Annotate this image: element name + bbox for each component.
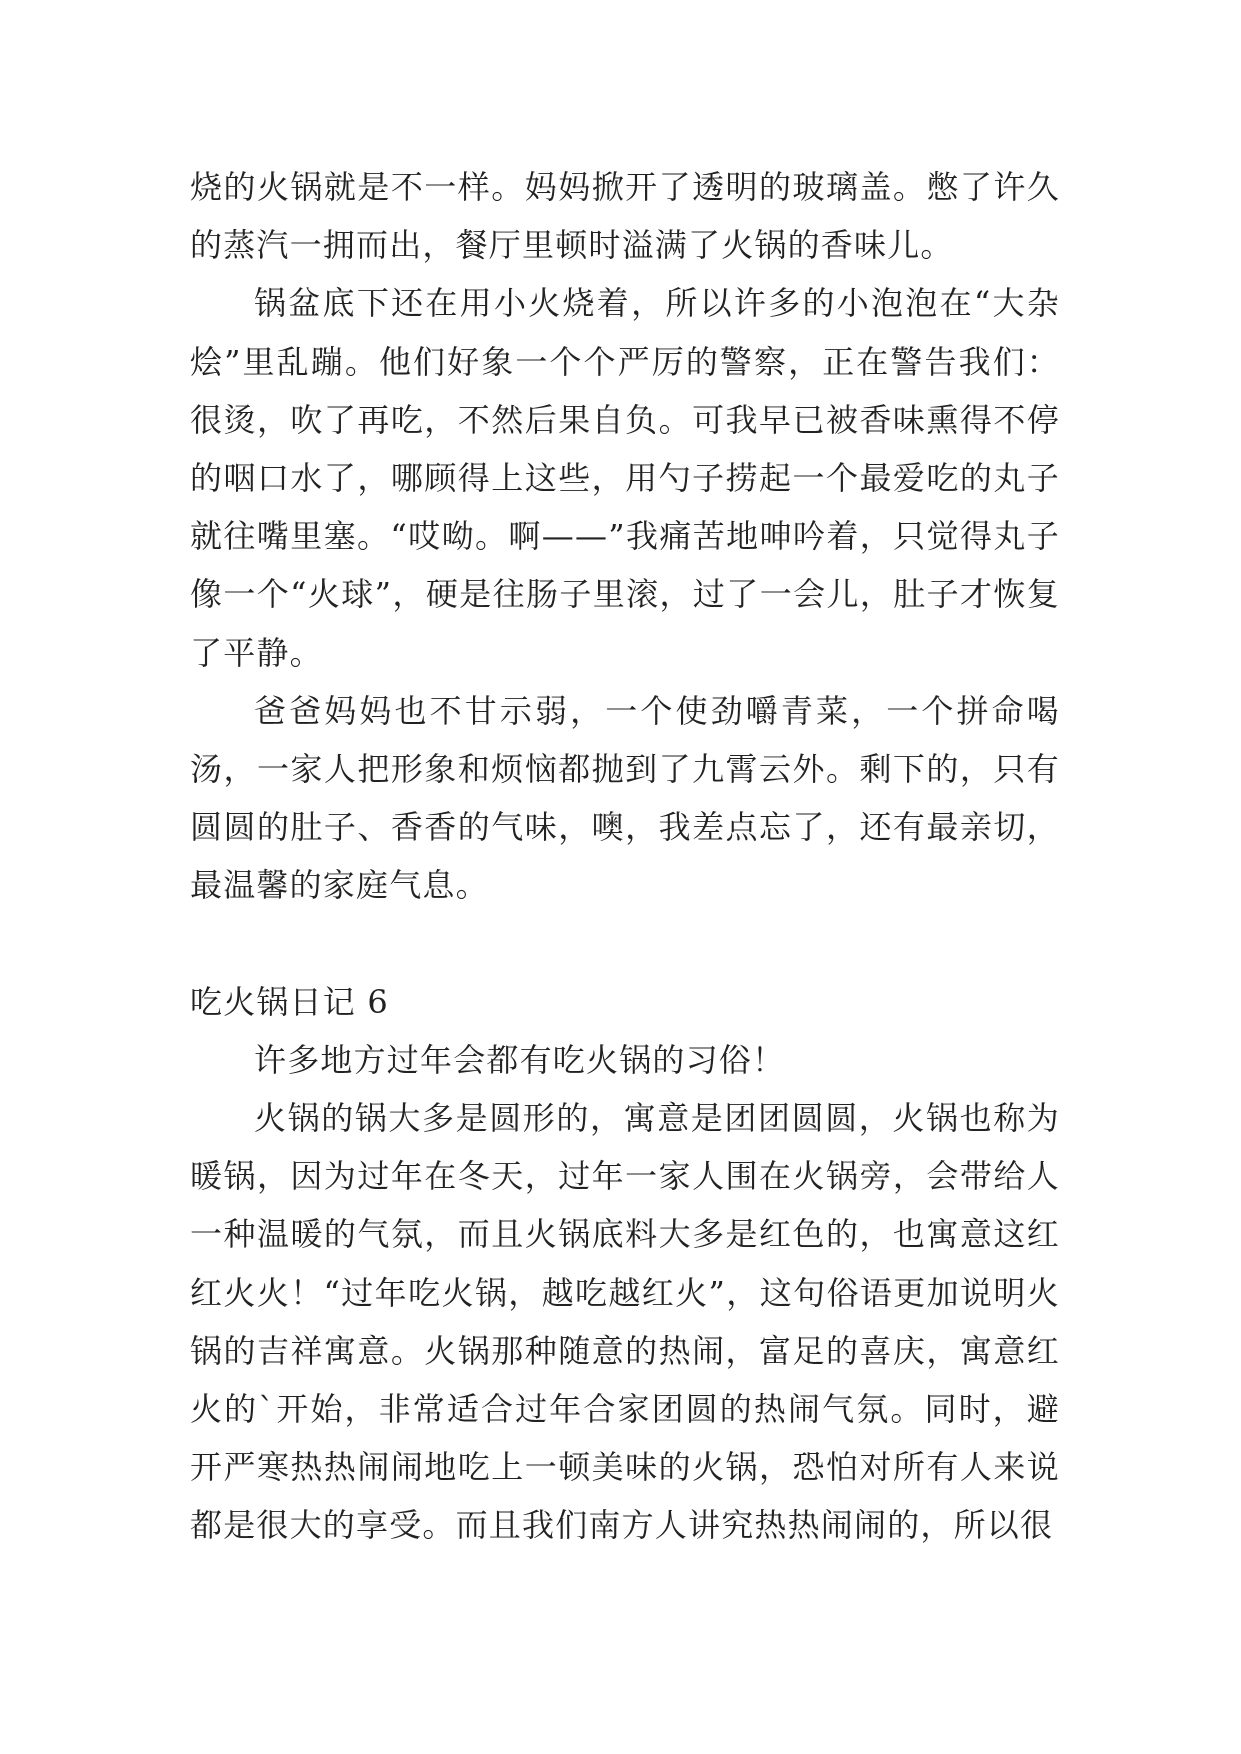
paragraph: 爸爸妈妈也不甘示弱，一个使劲嚼青菜，一个拼命喝汤，一家人把形象和烦恼都抛到了九霄云外。剩下的，只有圆圆的肚子、香香的气味，噢，我差点忘了，还有最亲切，最温馨的家庭气息。 <box>190 691 1060 905</box>
section-heading: 吃火锅日记 6 <box>190 982 389 1021</box>
paragraph: 火锅的锅大多是圆形的，寓意是团团圆圆，火锅也称为暖锅，因为过年在冬天，过年一家人围在火锅旁，会带给人一种温暖的气氛，而且火锅底料大多是红色的，也寓意这红红火火！“过年吃火锅，越吃越红火”，这句俗语更加说明火锅的吉祥寓意。火锅那种随意的热闹，富足的喜庆，寓意红火的`开始，非常适合过年合家团圆的热闹气氛。同时，避开严寒热热闹闹地吃上一顿美味的火锅，恐怕对所有人来说都是很大的享受。而且我们南方人讲究热热闹闹的，所以很 <box>190 1099 1060 1545</box>
document-body <box>190 158 1060 1555</box>
paragraph: 许多地方过年会都有吃火锅的习俗！ <box>254 1040 786 1079</box>
paragraph: 锅盆底下还在用小火烧着，所以许多的小泡泡在“大杂烩”里乱蹦。他们好象一个个严厉的警察，正在警告我们：很烫，吹了再吃，不然后果自负。可我早已被香味熏得不停的咽口水了，哪顾得上这些，用勺子捞起一个最爱吃的丸子就往嘴里塞。“哎呦。啊——”我痛苦地呻吟着，只觉得丸子像一个“火球”，硬是往肠子里滚，过了一会儿，肚子才恢复了平静。 <box>190 284 1060 672</box>
paragraph-continued: 烧的火锅就是不一样。妈妈掀开了透明的玻璃盖。憋了许久的蒸汽一拥而出，餐厅里顿时溢满了火锅的香味儿。 <box>190 168 1060 265</box>
